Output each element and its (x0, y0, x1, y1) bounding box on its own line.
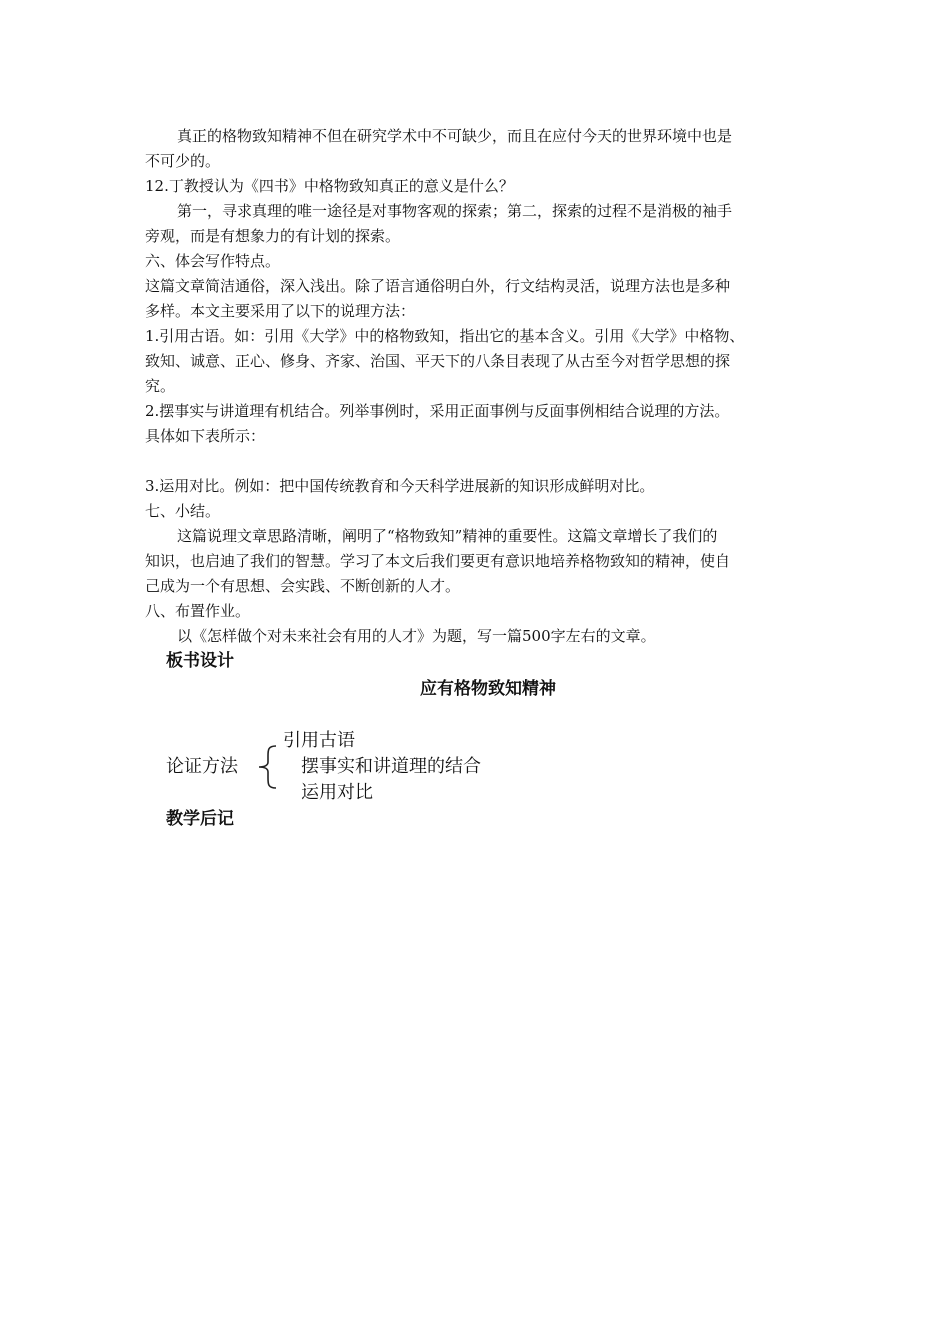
paragraph-line: 知识，也启迪了我们的智慧。学习了本文后我们要更有意识地培养格物致知的精神，使自 (145, 552, 731, 570)
method-item-quote: 引用古语 (283, 730, 355, 751)
paragraph-line: 多样。本文主要采用了以下的说理方法： (145, 302, 416, 320)
method-item-facts: 摆事实和讲道理的结合 (301, 756, 481, 777)
question-12: 12.丁教授认为《四书》中格物致知真正的意义是什么？ (145, 177, 514, 195)
afterword-heading: 教学后记 (166, 809, 234, 829)
list-item-1: 1.引用古语。如：引用《大学》中的格物致知，指出它的基本含义。引用《大学》中格物、 (145, 327, 745, 345)
paragraph-line: 己成为一个有思想、会实践、不断创新的人才。 (145, 577, 461, 595)
section-heading-8: 八、布置作业。 (145, 602, 251, 620)
method-item-contrast: 运用对比 (301, 782, 373, 803)
board-design-heading: 板书设计 (166, 651, 234, 671)
list-item-2: 2.摆事实与讲道理有机结合。列举事例时，采用正面事例与反面事例相结合说理的方法。 (145, 402, 730, 420)
paragraph-line: 究。 (145, 377, 176, 395)
paragraph-line: 这篇说理文章思路清晰，阐明了“格物致知”精神的重要性。这篇文章增长了我们的 (177, 527, 718, 545)
section-heading-6: 六、体会写作特点。 (145, 252, 281, 270)
paragraph-line: 第一，寻求真理的唯一途径是对事物客观的探索；第二，探索的过程不是消极的袖手 (177, 202, 733, 220)
paragraph-line: 不可少的。 (145, 152, 221, 170)
paragraph-line: 旁观，而是有想象力的有计划的探索。 (145, 227, 401, 245)
paragraph-line: 这篇文章简洁通俗，深入浅出。除了语言通俗明白外，行文结构灵活，说理方法也是多种 (145, 277, 731, 295)
paragraph-line: 致知、诚意、正心、修身、齐家、治国、平天下的八条目表现了从古至今对哲学思想的探 (145, 352, 731, 370)
board-title: 应有格物致知精神 (420, 679, 556, 699)
paragraph-line: 真正的格物致知精神不但在研究学术中不可缺少，而且在应付今天的世界环境中也是 (177, 127, 733, 145)
curly-brace-icon (256, 744, 278, 790)
paragraph-line: 以《怎样做个对未来社会有用的人才》为题，写一篇500字左右的文章。 (177, 627, 656, 645)
list-item-3: 3.运用对比。例如：把中国传统教育和今天科学进展新的知识形成鲜明对比。 (145, 477, 655, 495)
method-label: 论证方法 (166, 756, 238, 777)
paragraph-line: 具体如下表所示： (145, 427, 266, 445)
section-heading-7: 七、小结。 (145, 502, 221, 520)
